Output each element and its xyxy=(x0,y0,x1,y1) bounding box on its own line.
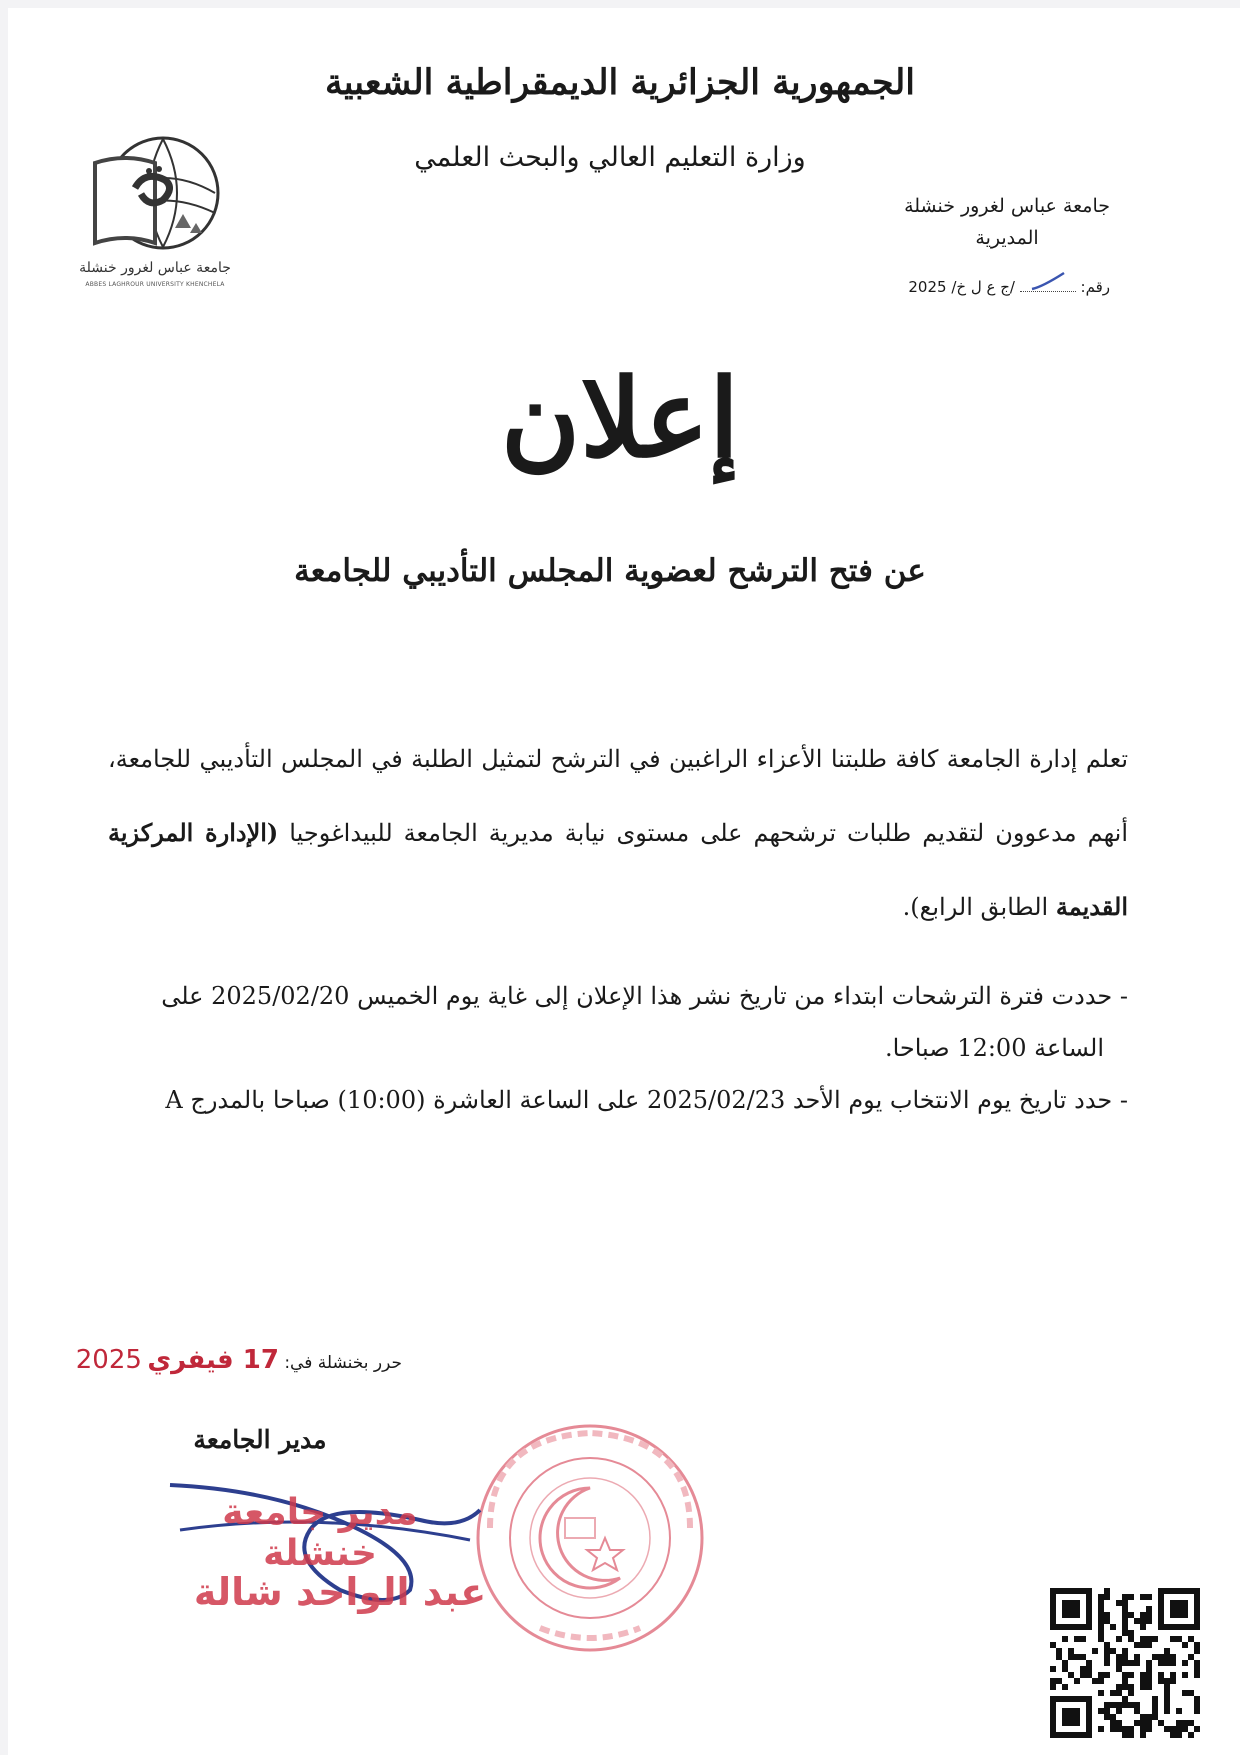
ministry-header: وزارة التعليم العالي والبحث العلمي xyxy=(414,142,806,173)
date-year: 2025 xyxy=(75,1345,142,1375)
logo-sublabel: ABBES LAGHROUR UNIVERSITY KHENCHELA xyxy=(85,281,225,288)
issuer-directorate: المديرية xyxy=(975,227,1039,249)
bullet-line: الساعة 12:00 صباحا. xyxy=(884,1034,1104,1062)
official-seal-icon xyxy=(470,1418,710,1658)
logo-label: جامعة عباس لغرور خنشلة xyxy=(79,260,231,276)
reference-suffix: /ج ع ل خ/ 2025 xyxy=(908,278,1015,296)
handwritten-date: 17 فيفري xyxy=(147,1345,279,1375)
bullet-line: - حدد تاريخ يوم الانتخاب يوم الأحد 2025/02/23 على الساعة العاشرة (10:00) صباحا بالمدرج A xyxy=(165,1086,1128,1114)
reference-number xyxy=(908,278,1110,296)
place-prefix: حرر بخنشلة في: xyxy=(284,1353,402,1373)
announcement-subject: عن فتح الترشح لعضوية المجلس التأديبي للجامعة xyxy=(294,553,926,589)
stamp-name: عبد الواحد شالة xyxy=(193,1570,487,1614)
bullet-line: - حددت فترة الترشحات ابتداء من تاريخ نشر هذا الإعلان إلى غاية يوم الخميس 2025/02/20 على xyxy=(161,982,1128,1010)
republic-header: الجمهورية الجزائرية الديمقراطية الشعبية xyxy=(324,62,915,103)
announcement-title: إعلان xyxy=(500,356,740,482)
reference-prefix: رقم: xyxy=(1080,278,1110,296)
issuer-block xyxy=(904,195,1110,259)
body-part-3: الطابق الرابع). xyxy=(902,893,1056,921)
bullet-item xyxy=(108,970,1128,1074)
announcement-bullets xyxy=(108,970,1128,1126)
qr-code-icon xyxy=(1050,1588,1200,1738)
body-part-1: تعلم إدارة الجامعة كافة طلبتنا الأعزاء الراغبين في الترشح لتمثيل الطلبة في المجلس التأديبي للجامعة، أنهم مدعوون لتقديم طلبات ترشحهم على مستوى نيابة مديرية الجامعة للبيداغوجيا xyxy=(108,745,1129,847)
reference-dots xyxy=(1020,281,1076,292)
bullet-item xyxy=(108,1074,1128,1126)
place-date xyxy=(62,1345,402,1375)
issuer-university: جامعة عباس لغرور خنشلة xyxy=(904,195,1110,217)
handwritten-tick-icon xyxy=(1028,271,1068,293)
body-part-2: (الإدارة المركزية القديمة xyxy=(108,818,1128,921)
announcement-body xyxy=(108,723,1128,944)
stamp-title: مدير جامعة خنشلة xyxy=(222,1492,418,1574)
director-role: مدير الجامعة xyxy=(193,1425,327,1454)
